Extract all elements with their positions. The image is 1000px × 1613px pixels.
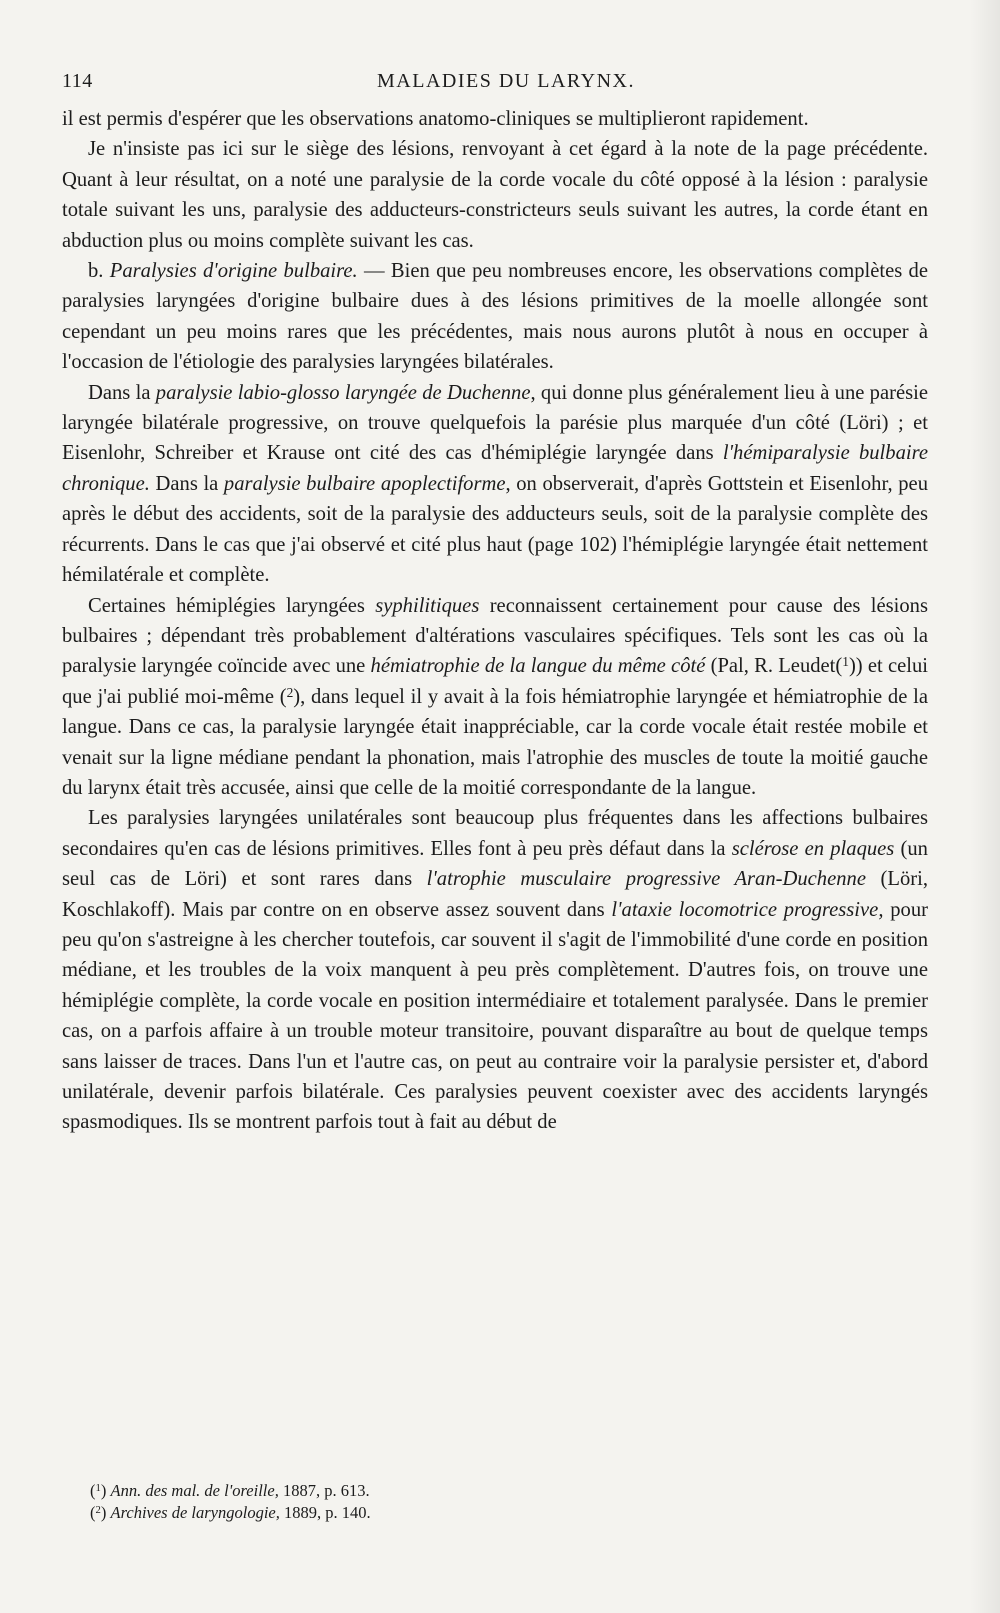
text-run: ), dans lequel il y avait à la fois hémiatrophie laryngée et hémiatrophie de la langue. Dans ce cas, la paralysie laryngée était inappréciable, car la corde vocale était restée mobile et venait sur la ligne médiane pendant la phonation, mais l'atrophie des muscles de toute la moitié gauche du larynx était très accusée, ainsi que celle de la moitié correspondante de la langue. [62,685,928,799]
text-run: , on observerait, d'après Gottstein et Eisenlohr, peu après le début des accidents, soit de la paralysie des adducteurs seuls, soit de la paralysie complète des récurrents. Dans le cas que j'ai observé et cité plus haut (page 102) l'hémiplégie laryngée était nettement hémilatérale et complète. [62,472,928,587]
footnote-1: ($^1$) Ann. des mal. de l'oreille, 1887, p. 613. [90,1481,370,1500]
paragraph-5 [62,591,928,804]
footnote-detail: 1889, p. 140. [279,1503,371,1522]
paragraph-6 [62,803,928,1137]
body-text [62,104,928,1138]
footnote-source: Ann. des mal. de l'oreille, [110,1481,279,1500]
text-run: (Pal, R. Leudet( [705,655,843,678]
italic-term: syphilitiques [375,594,480,617]
text-run: pour peu qu'on s'astreigne à les chercher toutefois, car souvent il s'agit de l'immobilité d'une corde en position médiane, et les troubles de la voix manquent à peu près complètement. D'autres fois, on trouve une hémiplégie complète, la corde vocale en position intermédiaire et totalement paralysée. Dans le premier cas, on a parfois affaire à un trouble moteur transitoire, pouvant disparaître au bout de quelque temps sans laisser de traces. Dans l'un et l'autre cas, on peut au contraire voir la paralysie persister et, d'abord unilatérale, devenir parfois bilatérale. Ces paralysies peuvent coexister avec des accidents laryngés spasmodiques. Ils se montrent parfois tout à fait au début de [62,898,928,1134]
italic-term: l'hémiparalysie bulbaire chronique. [62,442,928,495]
page-number: 114 [62,70,93,92]
italic-term: paralysie bulbaire apoplectiforme [223,472,506,495]
text-run: Dans la [88,381,156,404]
paragraph-2-text: Je n'insiste pas ici sur le siège des lésions, renvoyant à cet égard à la note de la page précédente. Quant à leur résultat, on a noté une paralysie de la corde vocale du côté opposé à la lésion : paralysie totale suivant les uns, paralysie des adducteurs-constricteurs seuls suivant les autres, la corde étant en abduction plus ou moins complète suivant les cas. [62,138,928,252]
paragraph-3 [62,256,928,378]
footnote-2: ($^2$) Archives de laryngologie, 1889, p. 140. [90,1503,371,1522]
italic-term: hémiatrophie de la langue du même côté [370,655,706,678]
text-run: Dans la [149,472,224,495]
italic-term: l'atrophie musculaire progressive Aran-Duchenne [426,868,866,891]
text-run: , qui donne plus généralement lieu à une parésie laryngée bilatérale progressive, on trouve quelquefois la parésie plus marquée d'un côté (Löri) ; et Eisenlohr, Schreiber et Krause ont cité des cas d'hémiplégie laryngée dans [62,381,928,465]
footnote-source: Archives de laryngologie, [110,1503,280,1522]
footnote-mark: 2 [95,1504,101,1517]
text-run: (un seul cas de Löri) et sont rares dans [62,837,928,891]
footnote-mark: 1 [95,1482,101,1495]
italic-term: paralysie labio-glosso laryngée de Duchenne [155,381,531,404]
text-run: Certaines hémiplégies laryngées [88,594,376,617]
page-header [62,70,930,100]
paragraph-1-text: il est permis d'espérer que les observations anatomo-cliniques se multiplieront rapidement. [62,108,809,130]
italic-term: l'ataxie locomotrice progressive, [611,898,884,921]
paragraph-4 [62,378,928,591]
italic-term: sclérose en plaques [731,837,895,860]
text-run: )) et celui que j'ai publié moi-même ( [62,655,928,708]
footnote-ref-2: 2 [286,684,294,700]
section-title: Paralysies d'origine bulbaire. [109,260,358,283]
paragraph-1 [62,104,928,134]
running-head: MALADIES DU LARYNX. [377,70,635,92]
text-run: (Löri, Koschlakoff). Mais par contre on en observe assez souvent dans [62,868,929,921]
text-run: reconnaissent certainement pour cause des lésions bulbaires ; dépendant très probablement d'altérations vasculaires spécifiques. Tels sont les cas où la paralysie laryngée coïncide avec une [62,594,928,678]
footnote-ref-1: 1 [842,654,849,670]
paragraph-3-text: — Bien que peu nombreuses encore, les observations complètes de paralysies laryngées d'origine bulbaire dues à des lésions primitives de la moelle allongée sont cependant un peu moins rares que les précédentes, mais nous aurons plutôt à nous en occuper à l'occasion de l'étiologie des paralysies laryngées bilatérales. [62,260,928,374]
footnote-detail: 1887, p. 613. [278,1481,370,1500]
paragraph-2 [62,134,928,256]
section-marker: b. [88,260,110,283]
text-run: Les paralysies laryngées unilatérales sont beaucoup plus fréquentes dans les affections bulbaires secondaires qu'en cas de lésions primitives. Elles font à peu près défaut dans la [62,807,928,860]
footnotes [90,1480,890,1524]
